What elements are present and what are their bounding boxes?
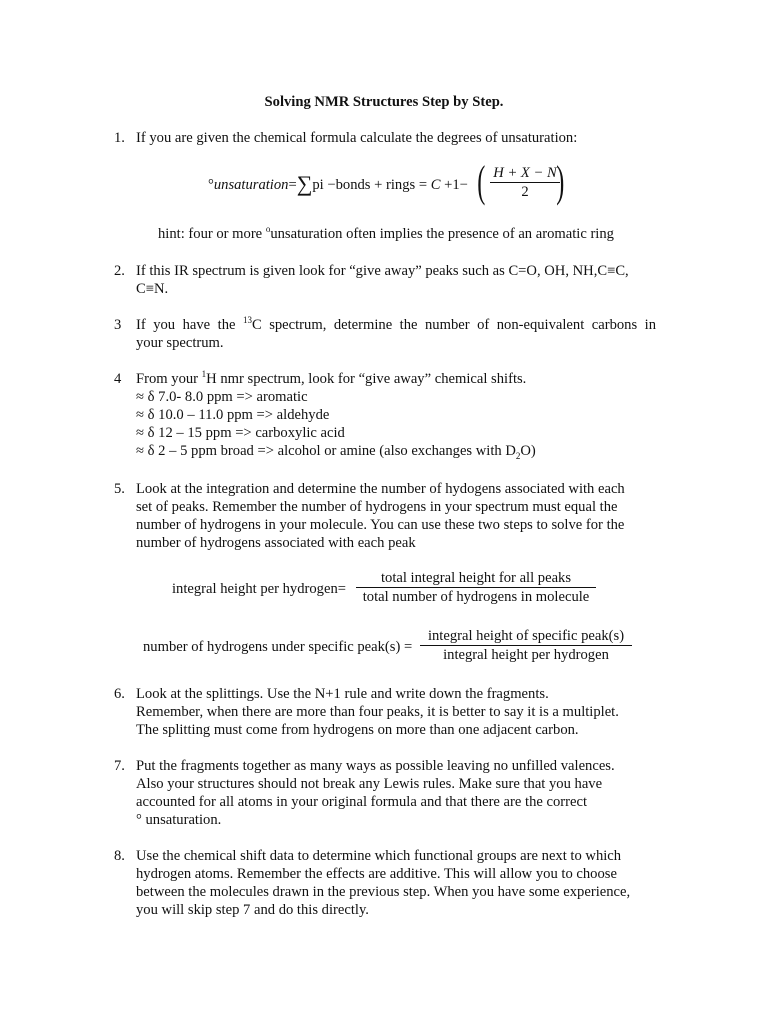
formula-plus1: +1− xyxy=(440,177,468,193)
shift-aromatic: ≈ δ 7.0- 8.0 ppm => aromatic xyxy=(136,389,308,405)
step-8-line-4: you will skip step 7 and do this directly. xyxy=(136,902,369,918)
step-8-line-1: Use the chemical shift data to determine which functional groups are next to which xyxy=(136,848,622,864)
step-6-line-3: The splitting must come from hydrogens on more than one adjacent carbon. xyxy=(136,722,579,738)
step-4-line-1: From your $^1$H nmr spectrum, look for “give away” chemical shifts. xyxy=(136,369,527,387)
fraction-denominator: integral height per hydrogen xyxy=(443,647,609,663)
step-7-line-3: accounted for all atoms in your original formula and that there are the correct xyxy=(136,794,588,810)
step-4-number: 4 xyxy=(114,371,122,387)
integral-per-hydrogen-fraction xyxy=(356,569,596,606)
step-3-line-2: your spectrum. xyxy=(136,335,224,351)
page-title: Solving NMR Structures Step by Step. xyxy=(264,94,504,110)
degree-symbol: ° xyxy=(208,177,214,193)
unsaturation-formula xyxy=(208,171,468,196)
fraction-numerator: total integral height for all peaks xyxy=(380,570,572,586)
integral-per-hydrogen-lhs: integral height per hydrogen= xyxy=(172,581,346,597)
step-8-line-3: between the molecules drawn in the previous step. When you have some experience, xyxy=(136,884,631,900)
step-1-text: If you are given the chemical formula calculate the degrees of unsaturation: xyxy=(136,130,578,146)
step-7-line-4: ° unsaturation. xyxy=(136,812,222,828)
step-8-number: 8. xyxy=(114,848,125,864)
step-5-line-4: number of hydrogens associated with each peak xyxy=(136,535,416,551)
sigma-symbol: ∑ xyxy=(296,171,313,196)
step-7-number: 7. xyxy=(114,758,125,774)
fraction-denominator: 2 xyxy=(521,184,529,200)
step-5-line-3: number of hydrogens in your molecule. You can use these two steps to solve for the xyxy=(136,517,625,533)
left-paren: ( xyxy=(477,157,486,206)
step-1-number: 1. xyxy=(114,130,125,146)
step-5-line-2: set of peaks. Remember the number of hydrogens in your spectrum must equal the xyxy=(136,499,618,515)
step-3-number: 3 xyxy=(114,317,122,333)
shift-carboxylic-acid: ≈ δ 12 – 15 ppm => carboxylic acid xyxy=(136,425,345,441)
formula-eq: = xyxy=(288,177,297,193)
formula-lhs: unsaturation xyxy=(213,177,289,193)
hydrogens-under-peak-lhs: number of hydrogens under specific peak(s) = xyxy=(143,639,413,655)
step-3-line-1: If you have the $^{13}$C spectrum, determine the number of non-equivalent carbons in xyxy=(136,315,656,333)
hint-text: hint: four or more $^o$unsaturation often implies the presence of an aromatic ring xyxy=(158,224,614,242)
hydrogens-under-peak-fraction xyxy=(420,627,632,664)
step-6-line-2: Remember, when there are more than four peaks, it is better to say it is a multiplet. xyxy=(136,704,619,720)
unsaturation-fraction xyxy=(490,164,560,201)
step-7-line-2: Also your structures should not break any Lewis rules. Make sure that you have xyxy=(136,776,603,792)
fraction-numerator: H + X − N xyxy=(493,165,557,181)
shift-aldehyde: ≈ δ 10.0 – 11.0 ppm => aldehyde xyxy=(136,407,330,423)
step-6-line-1: Look at the splittings. Use the N+1 rule and write down the fragments. xyxy=(136,686,549,702)
shift-alcohol-amine: ≈ δ 2 – 5 ppm broad => alcohol or amine (also exchanges with $D_2O$) xyxy=(136,443,536,461)
formula-middle: pi −bonds + rings = xyxy=(312,177,431,193)
step-5-line-1: Look at the integration and determine the number of hydogens associated with each xyxy=(136,481,625,497)
fraction-denominator: total number of hydrogens in molecule xyxy=(362,589,590,605)
step-7-line-1: Put the fragments together as many ways as possible leaving no unfilled valences. xyxy=(136,758,615,774)
right-paren: ) xyxy=(556,157,565,206)
fraction-numerator: integral height of specific peak(s) xyxy=(427,628,625,644)
step-5-number: 5. xyxy=(114,481,125,497)
formula-c: C xyxy=(430,177,441,193)
step-2-line-1: If this IR spectrum is given look for “give away” peaks such as C=O, OH, NH,C≡C, xyxy=(136,263,629,279)
step-6-number: 6. xyxy=(114,686,125,702)
step-8-line-2: hydrogen atoms. Remember the effects are additive. This will allow you to choose xyxy=(136,866,617,882)
step-2-number: 2. xyxy=(114,263,125,279)
step-2-line-2: C≡N. xyxy=(136,281,169,297)
